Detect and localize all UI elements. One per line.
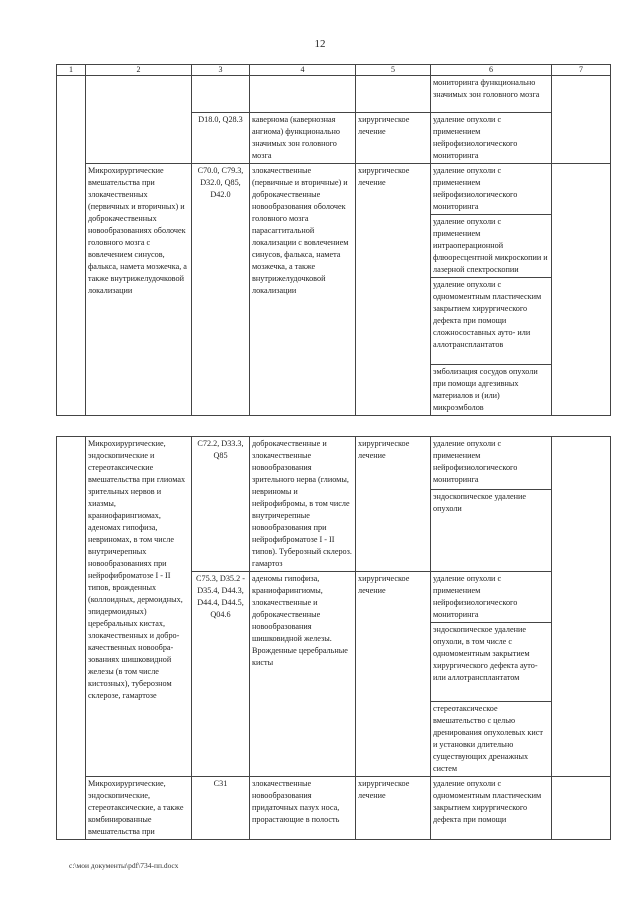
name-cell: Микрохирургические, эндоскопические, стереотаксические, а также комбинированные вмешательства при — [86, 777, 192, 840]
name-cell: Микрохирургические вмешательства при злокачественных (первичных и вторичных) и доброкачественных новообразованиях оболочек головного мозга с вовлечением синусов, фалькса, намета мозжечка, а также внутрижелудочковой локализации — [86, 164, 192, 416]
method-cell: эмболизация сосудов опухоли при помощи адгезивных материалов и (или) микроэмболов — [431, 365, 552, 416]
codes-cell: D18.0, Q28.3 — [192, 113, 250, 164]
model-cell: злокачественные (первичные и вторичные) и доброкачественные новообразования оболочек головного мозга парасаггитальной локализации с вовлечением синусов, фалькса, намета мозжечка, а также внутрижелудочковой локализации — [250, 164, 356, 416]
treatment-cell: хирургическое лечение — [356, 572, 431, 777]
treatment-cell: хирургическое лечение — [356, 777, 431, 840]
note-cell — [552, 76, 611, 164]
method-cell: удаление опухоли с применением нейрофизиологического мониторинга — [431, 437, 552, 490]
file-path-footer: c:\мои документы\pdf\734-пп.docx — [69, 861, 179, 870]
codes-cell: C31 — [192, 777, 250, 840]
model-cell: кавернома (кавернозная ангиома) функционально значимых зон головного мозга — [250, 113, 356, 164]
header-cell: 4 — [250, 65, 356, 76]
codes-cell: C72.2, D33.3, Q85 — [192, 437, 250, 572]
model-cell: аденомы гипофиза, краниофарингиомы, злокачественные и доброкачественные новообразования шишковидной железы. Врожденные церебральные кисты — [250, 572, 356, 777]
treatment-cell — [356, 76, 431, 113]
number-cell — [57, 76, 86, 416]
page-number: 12 — [314, 38, 326, 50]
note-cell — [552, 164, 611, 416]
method-cell: мониторинга функционально значимых зон головного мозга — [431, 76, 552, 113]
note-cell — [552, 777, 611, 840]
method-cell: стереотаксическое вмешательство с целью дренирования опухолевых кист и установки длительно существующих дренажных систем — [431, 702, 552, 777]
header-cell: 5 — [356, 65, 431, 76]
method-cell: эндоскопическое удаление опухоли — [431, 489, 552, 571]
header-cell: 6 — [431, 65, 552, 76]
table-row — [57, 76, 611, 113]
treatment-cell: хирургическое лечение — [356, 437, 431, 572]
header-cell: 7 — [552, 65, 611, 76]
table-row — [57, 777, 611, 840]
treatment-cell: хирургическое лечение — [356, 164, 431, 416]
table-row — [57, 437, 611, 490]
header-cell: 1 — [57, 65, 86, 76]
method-cell: удаление опухоли с одномоментным пластическим закрытием хирургического дефекта при помощи — [431, 777, 552, 840]
treatment-cell: хирургическое лечение — [356, 113, 431, 164]
procedures-table — [56, 64, 611, 416]
model-cell: доброкачественные и злокачественные новообразования зрительного нерва (глиомы, невриномы и нейрофибромы, в том числе внутричерепные новообразования при нейрофиброматозе I - II типов). Туберозный склероз. гамартоз — [250, 437, 356, 572]
table-row — [57, 164, 611, 215]
number-cell — [57, 437, 86, 840]
header-cell: 2 — [86, 65, 192, 76]
method-cell: удаление опухоли с применением нейрофизиологического мониторинга — [431, 572, 552, 623]
name-cell — [86, 76, 192, 164]
method-cell: эндоскопическое удаление опухоли, в том числе с одномоментным закрытием хирургического дефекта ауто- или аллотрансплантатом — [431, 623, 552, 702]
model-cell: злокачественные новообразования придаточных пазух носа, прорастающие в полость — [250, 777, 356, 840]
method-cell: удаление опухоли с применением нейрофизиологического мониторинга — [431, 164, 552, 215]
note-cell — [552, 437, 611, 777]
model-cell — [250, 76, 356, 113]
name-cell: Микрохирургические, эндоскопические и стереотаксические вмешательства при глиомах зрительных нервов и хиазмы, краниофарингиомах, аденомах гипофиза, невриномах, в том числе внутричерепных новообразованиях при нейрофиброматозе I - II типов, врожденных (коллоидных, дермоидных, эпидермоидных) церебральных кистах, злокачественных и добро-качественных новообра-зованиях шишковидной железы (в том числе кистозных), туберозном склерозе, гамартозе — [86, 437, 192, 777]
procedures-table-lower — [56, 436, 611, 840]
codes-cell — [192, 76, 250, 113]
method-cell: удаление опухоли с применением интраоперационной флюоресцентной микроскопии и лазерной спектроскопии — [431, 215, 552, 278]
codes-cell: C70.0, C79.3, D32.0, Q85, D42.0 — [192, 164, 250, 416]
codes-cell: C75.3, D35.2 - D35.4, D44.3, D44.4, D44.5, Q04.6 — [192, 572, 250, 777]
method-cell: удаление опухоли с применением нейрофизиологического мониторинга — [431, 113, 552, 164]
header-cell: 3 — [192, 65, 250, 76]
table-header-row — [57, 65, 611, 76]
method-cell: удаление опухоли с одномоментным пластическим закрытием хирургического дефекта при помощи сложносоставных ауто- или аллотрансплантатов — [431, 278, 552, 365]
